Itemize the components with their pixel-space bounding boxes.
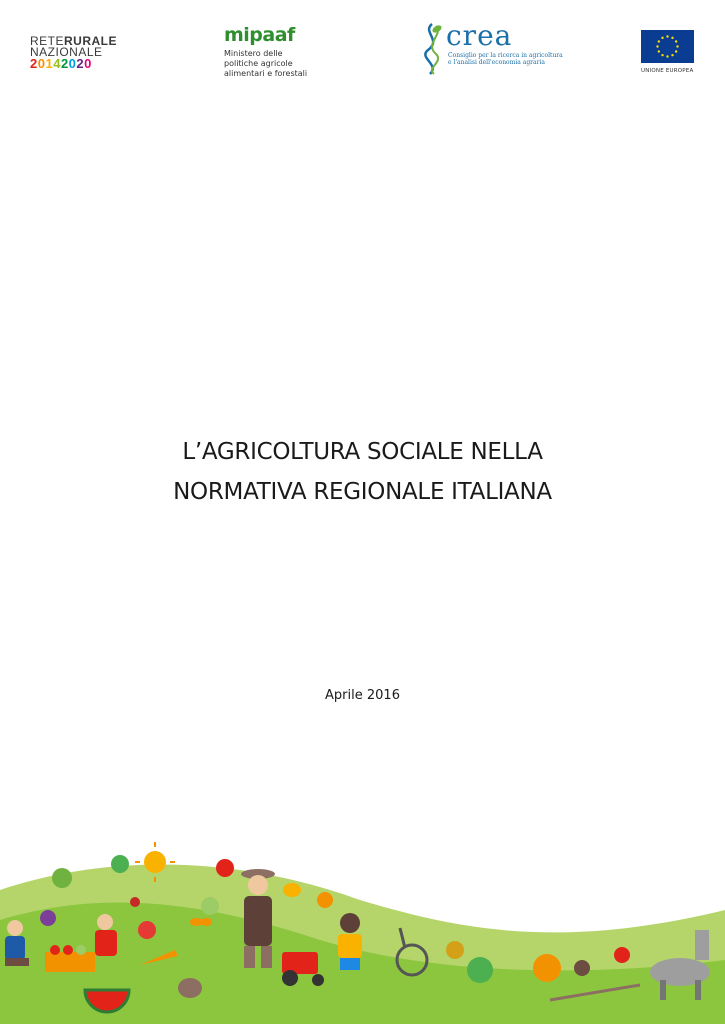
logo-bar [0,0,725,100]
orange-icon [317,892,333,908]
eu-star [666,35,668,37]
watermelon-icon [467,957,493,983]
rete-rurale-logo [30,36,117,69]
grapes-icon [40,910,56,926]
mipaaf-subtitle: Ministero delle politiche agricole alimentari e forestali [224,49,308,78]
dna-leaf-icon [420,22,444,76]
crea-brand: crea [446,19,513,52]
eu-star [675,50,677,52]
eu-star [666,55,668,57]
title-line-1: L’AGRICOLTURA SOCIALE NELLA [182,439,543,465]
eu-star [661,37,663,39]
document-title [0,432,725,512]
eu-logo [641,30,694,74]
eu-star [671,37,673,39]
publication-date: Aprile 2016 [325,688,400,703]
tomato-icon [216,859,234,877]
kiwi-icon [574,960,590,976]
cabbage-icon [52,868,72,888]
rrn-nazionale: NAZIONALE [30,45,103,59]
eu-flag-icon [641,30,694,63]
eu-label: UNIONE EUROPEA [641,68,694,74]
eu-star [656,45,658,47]
title-line-2: NORMATIVA REGIONALE ITALIANA [173,479,552,505]
red-fruit-icon [614,947,630,963]
eu-star [671,54,673,56]
eu-star [675,40,677,42]
pumpkin-icon [533,954,561,982]
crea-subtitle: Consiglio per la ricerca in agricoltura e l'analisi dell'economia agraria [448,52,563,66]
crea-logo [420,19,563,76]
eu-star [658,50,660,52]
eu-star [658,40,660,42]
pear-yellow-icon [446,941,464,959]
child-icon [338,913,362,970]
potato-icon [178,978,202,998]
pepper-icon [111,855,129,873]
mipaaf-brand: mipaaf [224,24,295,46]
cherry-icon [130,897,140,907]
eu-star [661,54,663,56]
rrn-years: 20142020 [30,56,92,71]
farm-illustration [0,830,725,1024]
mipaaf-logo [224,24,307,79]
strawberry-icon [138,921,156,939]
rrn-rete: RETE [30,34,65,48]
eu-star [676,45,678,47]
bird-icon [283,883,301,897]
rrn-rurale: RURALE [64,34,118,48]
pear-icon [201,897,219,915]
